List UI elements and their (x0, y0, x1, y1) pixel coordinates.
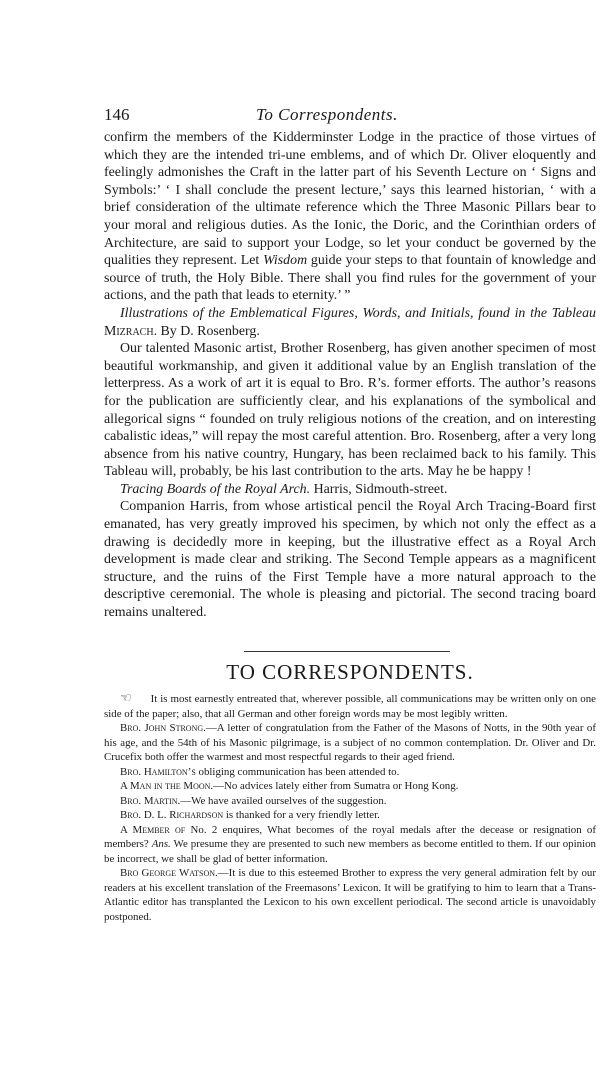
note-george-watson (104, 866, 596, 924)
note-name: Bro. Martin. (120, 794, 181, 807)
answer-label: Ans. (151, 838, 171, 850)
note-text: It is most earnestly entreated that, wherever possible, all communications may be written only on one side of the paper; also, that all German and other foreign words may be most legibly written. (104, 693, 596, 720)
paragraph-kidderminster (104, 129, 596, 305)
note-john-strong (104, 721, 596, 765)
section-title: TO CORRESPONDENTS. (226, 660, 474, 684)
note-text: —It is due to this esteemed Brother to express the very general admiration felt by our readers at his excellent translation of the Freemasons’ Lexicon. It will be gratifying to him to learn that a Trans-Atlantic editor has transplanted the Lexicon to his own excellent periodical. The second article is unavoidably postponed. (104, 867, 596, 923)
note-man-in-the-moon (104, 779, 596, 794)
note-name: Bro. D. L. Richardson (120, 809, 224, 821)
section-divider (244, 651, 450, 652)
paragraph-rosenberg: Our talented Masonic artist, Brother Rosenberg, has given another specimen of most beautiful workmanship, and given it additional value by an English translation of the letterpress. As a work of art it is equal to Bro. R’s. former efforts. The author’s reasons for the publication are sufficiently clear, and his explanations of the symbolical and allegorical signs “ founded on truly religious notions of the creation, and on interesting cabalistic ideas,” will repay the most careful attention. Bro. Rosenberg, after a very long absence from his native country, Hungary, has been reclaimed back to his family. This Tableau will, probably, be his last contribution to the arts. May he be happy ! (104, 341, 596, 480)
note-text: —A letter of congratulation from the Father of the Masons of Notts, in the 90th year of his age, and the 54th of his Masonic pilgrimage, is a subject of no common contemplation. Dr. Oliver and Dr. Crucefix both offer the warmest and most respectful regards to their aged friend. (104, 722, 597, 763)
note-name: Bro. John Strong. (120, 722, 206, 734)
wisdom-word: Wisdom (263, 253, 308, 269)
review-heading-harris (104, 481, 596, 499)
note-text: —We have availed ourselves of the suggestion. (180, 794, 387, 807)
pointing-hand-icon: ☞ (120, 690, 132, 705)
paragraph-harris: Companion Harris, from whose artistical pencil the Royal Arch Tracing-Board first emanated, has very greatly improved his specimen, by which not only the effect as a drawing is decidedly more in keeping, but the illustrative effect as a Royal Arch development is made clear and striking. The Second Temple appears as a magnificent structure, and the ruins of the First Temple have a more natural approach to the descriptive ceremonial. The whole is pleasing and pictorial. The second tracing board remains unaltered. (104, 499, 596, 621)
page-number: 146 (104, 105, 130, 124)
note-member-no-2 (104, 823, 596, 867)
running-header (104, 105, 596, 127)
review-title: Tracing Boards of the Royal Arch. (120, 481, 311, 497)
paragraph-text-end: guide your steps to that fountain of knowledge and source of truth, the Holy Bible. There shall you find rules for the government of your actions, and the path that leads to eternity.’ ” (104, 253, 596, 304)
note-hamilton (104, 765, 596, 780)
note-text: No. 2 enquires, What becomes of the royal medals after the decease or resignation of members? (104, 823, 596, 850)
note-text: is thanked for a very friendly letter. (223, 809, 380, 821)
correspondents-notes (104, 691, 596, 924)
note-name: A Man in the Moon. (120, 780, 214, 792)
note-name: Bro. Hamilton’s (120, 765, 196, 778)
paragraph-text: confirm the members of the Kidderminster Lodge in the practice of those virtues of which they are the intended tri-une emblems, and of which Dr. Oliver eloquently and feelingly admonishes the Craft in the latter part of his Seventh Lecture on ‘ Signs and Symbols:’ ‘ I shall conclude the present lecture,’ says this learned historian, ‘ with a brief consideration of the ultimate reference which the Three Masonic Pillars bear to your moral and religious duties. As the Ionic, the Doric, and the Corinthian orders of Architecture, are said to support your Lodge, so let your conduct be governed by the qualities they represent. Let (104, 130, 596, 269)
running-title: To Correspondents. (256, 105, 398, 124)
review-title-mizrach: Mizrach. (104, 323, 158, 339)
note-text: —No advices lately either from Sumatra or Hong Kong. (213, 780, 459, 792)
review-author: By D. Rosenberg. (157, 323, 260, 339)
review-title: Illustrations of the Emblematical Figures, Words, and Initials, found in the Tableau (120, 305, 596, 321)
review-publisher: Harris, Sidmouth-street. (310, 481, 448, 497)
note-richardson (104, 808, 596, 823)
note-text: obliging communication has been attended to. (195, 765, 400, 778)
note-name: Bro George Watson. (120, 867, 218, 879)
note-general (104, 691, 596, 721)
note-name: A Member of (120, 823, 186, 836)
review-heading-rosenberg (104, 305, 596, 340)
note-martin (104, 794, 596, 809)
note-text-answer: We presume they are presented to such new members as become entitled to them. If our opinion be incorrect, we shall be glad of better information. (104, 838, 596, 865)
body-text (104, 129, 596, 622)
